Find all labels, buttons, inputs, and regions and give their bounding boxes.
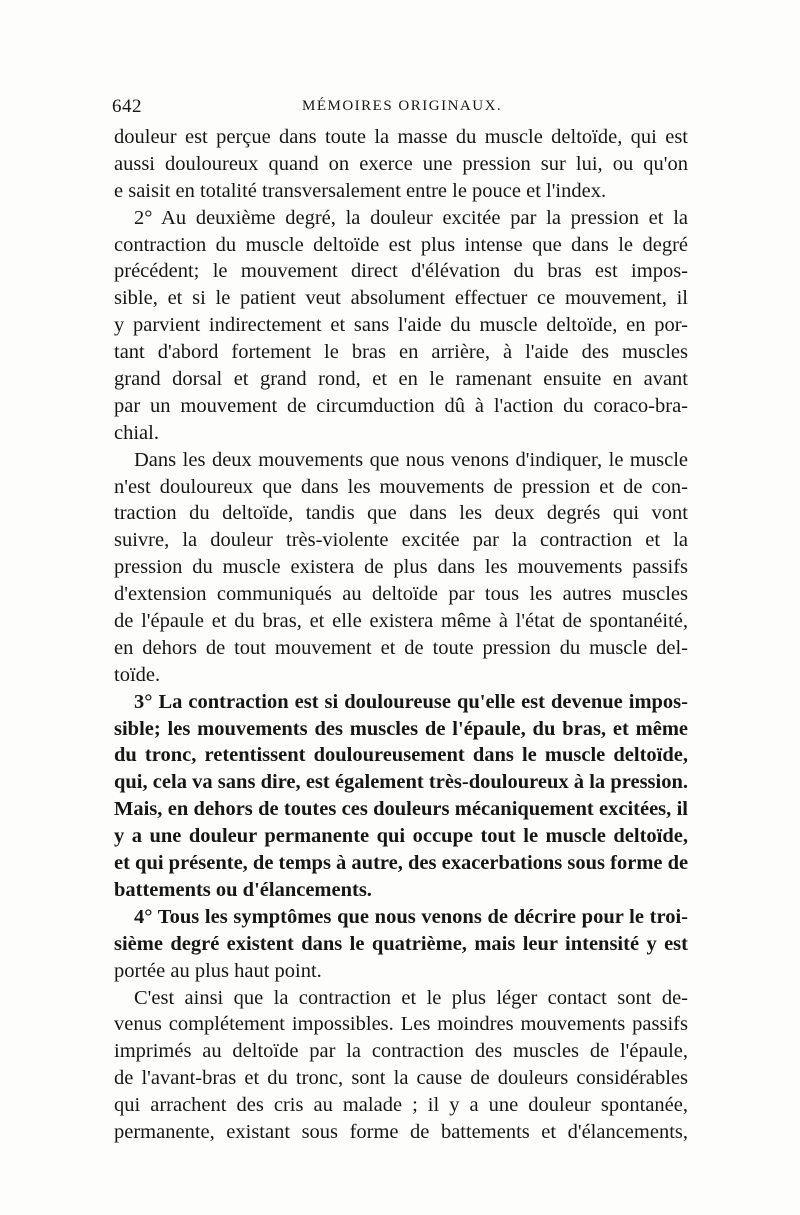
page-number: 642 <box>112 96 142 117</box>
text-line: C'est ainsi que la contraction et le plus léger contact sont de- <box>134 986 688 1009</box>
text-line: 2° Au deuxième degré, la douleur excitée par la pression et la <box>134 206 688 229</box>
text-line: chial. <box>114 421 159 444</box>
text-line: de l'avant-bras et du tronc, sont la cause de douleurs considérables <box>114 1067 688 1090</box>
text-line: précédent; le mouvement direct d'élévation du bras est impos- <box>114 260 688 283</box>
text-line: y parvient indirectement et sans l'aide du muscle deltoïde, en por- <box>114 314 688 337</box>
text-line: sible; les mouvements des muscles de l'épaule, du bras, et même <box>114 717 688 740</box>
text-line: douleur est perçue dans toute la masse du muscle deltoïde, qui est <box>114 126 688 148</box>
text-line: pression du muscle existera de plus dans les mouvements passifs <box>114 556 688 579</box>
text-line: qui arrachent des cris au malade ; il y a une douleur spontanée, <box>114 1094 688 1117</box>
text-line: d'extension communiqués au deltoïde par tous les autres muscles <box>114 583 688 606</box>
text-line: n'est douloureux que dans les mouvements de pression et de con- <box>114 475 688 498</box>
text-line: y a une douleur permanente qui occupe tout le muscle deltoïde, <box>114 825 688 848</box>
text-line: e saisit en totalité transversalement entre le pouce et l'index. <box>114 179 607 202</box>
text-line: 4° Tous les symptômes que nous venons de décrire pour le troi- <box>134 905 688 928</box>
text-line: permanente, existant sous forme de battements et d'élancements, <box>114 1120 688 1143</box>
text-line: suivre, la douleur très-violente excitée par la contraction et la <box>114 529 688 552</box>
text-line: tant d'abord fortement le bras en arrière, à l'aide des muscles <box>114 341 688 364</box>
text-line: par un mouvement de circumduction dû à l'action du coraco-bra- <box>114 394 688 417</box>
text-line: et qui présente, de temps à autre, des exacerbations sous forme de <box>114 852 688 875</box>
text-line: portée au plus haut point. <box>114 959 322 982</box>
body-text <box>114 124 688 1146</box>
text-line: battements ou d'élancements. <box>114 878 372 901</box>
text-line: de l'épaule et du bras, et elle existera même à l'état de spontanéité, <box>114 610 688 633</box>
text-line: en dehors de tout mouvement et de toute pression du muscle del- <box>114 636 688 659</box>
text-line: contraction du muscle deltoïde est plus intense que dans le degré <box>114 233 688 256</box>
running-header <box>112 96 690 122</box>
text-line: du tronc, retentissent douloureusement dans le muscle deltoïde, <box>114 744 688 767</box>
text-line: Mais, en dehors de toutes ces douleurs mécaniquement excitées, il <box>114 798 688 821</box>
text-line: imprimés au deltoïde par la contraction des muscles de l'épaule, <box>114 1040 688 1063</box>
text-line: aussi douloureux quand on exerce une pression sur lui, ou qu'on <box>114 152 688 175</box>
text-line: 3° La contraction est si douloureuse qu'elle est devenue impos- <box>134 690 688 713</box>
text-line: toïde. <box>114 663 161 686</box>
text-line: sième degré existent dans le quatrième, mais leur intensité y est <box>114 932 688 955</box>
text-line: grand dorsal et grand rond, et en le ramenant ensuite en avant <box>114 368 688 391</box>
text-line: sible, et si le patient veut absolument effectuer ce mouvement, il <box>114 287 688 310</box>
running-title: MÉMOIRES ORIGINAUX. <box>302 98 503 114</box>
text-line: traction du deltoïde, tandis que dans les deux degrés qui vont <box>114 502 688 525</box>
text-line: Dans les deux mouvements que nous venons d'indiquer, le muscle <box>134 448 688 471</box>
text-line: venus complétement impossibles. Les moindres mouvements passifs <box>114 1013 688 1036</box>
text-line: qui, cela va sans dire, est également très-douloureux à la pression. <box>114 771 688 794</box>
